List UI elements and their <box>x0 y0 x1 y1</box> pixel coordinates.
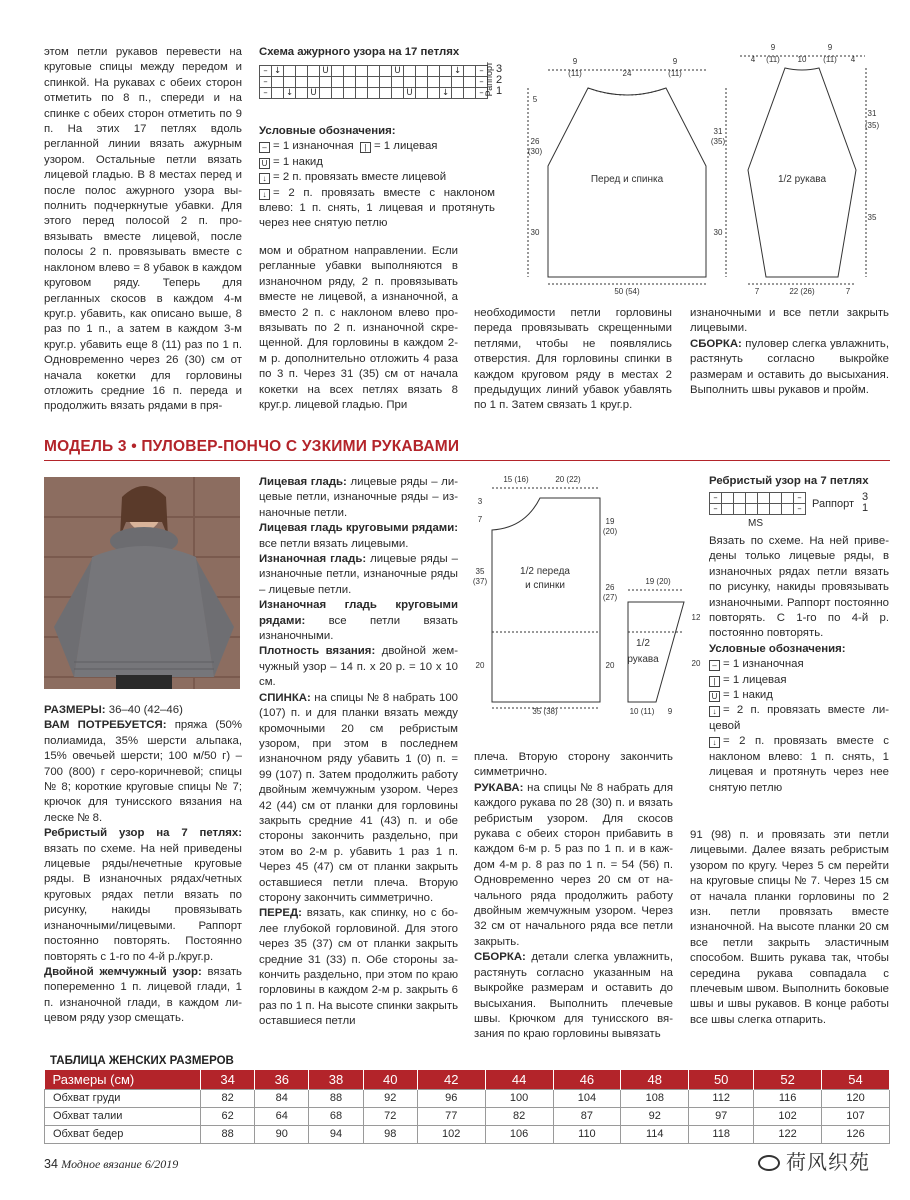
sizes-value: 36–40 (42–46) <box>105 704 183 716</box>
table-cell: 104 <box>553 1089 621 1107</box>
top-col2-text: мом и обратном направлении. Если регланные убавки выполняются в изнаночном ряду, 2 п. провязывать вместе не лицевой, а изнаночной, а вместо 2 п. с наклоном влево провязывать по 2 п. изнаночной скрещенной. Для горловины в каждом 2-м р. дополнительно отложить 4 раза по 3 п. Через 31 (35) см от начала кокетки на всех петлях вязать 8 круг.р. лицевой гладью. При <box>259 245 458 412</box>
d1-mbot: 50 (54) <box>614 287 640 296</box>
d1-m35: (35) <box>710 137 726 146</box>
right-legend-knit: = 1 лицевая <box>723 673 787 686</box>
row-num-2: 2 <box>496 74 503 86</box>
rib-rapport-label: Раппорт <box>812 498 855 510</box>
d2-m4a: 4 <box>750 55 756 64</box>
chart-row-numbers <box>496 64 502 97</box>
front-back-half-outline <box>492 498 600 702</box>
table-cell: 122 <box>754 1125 822 1143</box>
magazine-name: Модное вязание 6/2019 <box>61 1157 179 1171</box>
right-legend-k2tog: = 2 п. провязать вместе лицевой <box>709 704 889 732</box>
right-column-cont <box>690 828 889 1028</box>
page-number: 34 <box>44 1157 58 1171</box>
materials-title: ВАМ ПОТРЕБУЕТСЯ: <box>44 719 167 732</box>
d4-m9: 9 <box>667 707 673 716</box>
table-cell: 102 <box>417 1125 485 1143</box>
table-cell: 116 <box>754 1089 822 1107</box>
table-cell: 94 <box>309 1125 363 1143</box>
d4-label2: рукава <box>627 654 659 665</box>
row-num-3: 3 <box>496 63 503 75</box>
d4-m19: 19 (20) <box>645 577 671 586</box>
header-cell: 46 <box>553 1070 621 1089</box>
top-legend <box>259 124 495 232</box>
model-photo <box>44 477 240 689</box>
back-title: СПИНКА: <box>259 691 311 704</box>
right-legend-yo: = 1 накид <box>723 689 773 702</box>
sleeves-title: РУКАВА: <box>474 781 524 794</box>
d2-m7a: 7 <box>754 287 760 296</box>
left-column <box>44 703 242 1027</box>
top-col3-text: необходимости петли горловины переда провязывать скрещенными петлями, чтобы не появлялись отверстия. Для горловины спинки в каждом круговом ряду в местах 2 предыдущих линий убавок убавлять по 1 п. Затем связать 1 круг.р. <box>474 307 672 412</box>
top-column-2 <box>259 45 495 60</box>
purl-icon-2: – <box>709 660 720 671</box>
knit-icon: | <box>360 142 371 153</box>
d4-m20: 20 <box>691 659 701 668</box>
d1-m24: 24 <box>622 69 632 78</box>
d2-m11a: (11) <box>766 55 780 64</box>
header-cell: 36 <box>255 1070 309 1089</box>
header-cell: 48 <box>621 1070 689 1089</box>
gauge-title: Плотность вязания: <box>259 645 376 658</box>
stockinette-round-title: Лицевая гладь круговыми рядами: <box>259 522 458 535</box>
d3-m26: 26 <box>605 583 615 592</box>
table-row <box>45 1089 890 1107</box>
k2tog-icon: ↓ <box>259 173 270 184</box>
model3-schematics <box>470 470 705 720</box>
openwork-chart: – ↓ U U ↓ – – – – ↓ U U ↓ – <box>259 65 488 99</box>
d2-m10: 10 <box>797 55 807 64</box>
right-column-text <box>709 534 889 796</box>
middle-column-1 <box>259 475 458 1030</box>
d2-m9a: 9 <box>770 43 776 52</box>
d4-label1: 1/2 <box>636 638 650 649</box>
yarn-over-icon-2: U <box>709 691 720 702</box>
d3-m19: 19 <box>605 517 615 526</box>
table-row <box>45 1107 890 1125</box>
size-table-title: ТАБЛИЦА ЖЕНСКИХ РАЗМЕРОВ <box>50 1055 234 1067</box>
d3-m15: 15 (16) <box>503 475 529 484</box>
table-cell: Обхват бедер <box>45 1125 201 1143</box>
reverse-text: лицевые ряды – изнаночные петли, изнаночные ряды – лицевые петли. <box>259 553 458 596</box>
d3-m20: 20 (22) <box>555 475 581 484</box>
table-cell: 87 <box>553 1107 621 1125</box>
top-column-4 <box>690 306 889 398</box>
d3-m20b: (20) <box>602 527 618 536</box>
rib-row-1: 1 <box>862 502 869 514</box>
ssk-icon: ↓ <box>259 189 270 200</box>
d1-m5: 5 <box>532 95 538 104</box>
table-cell: 110 <box>553 1125 621 1143</box>
d1-m11b: (11) <box>668 69 682 78</box>
d3-m20r: 20 <box>605 661 615 670</box>
d3-m37: (37) <box>472 577 488 586</box>
assembly-title-2: СБОРКА: <box>474 951 526 964</box>
shoulder-text: плеча. Вторую сторону закончить симметрично. <box>474 751 673 779</box>
header-cell: 50 <box>689 1070 754 1089</box>
table-cell: 114 <box>621 1125 689 1143</box>
header-cell: 52 <box>754 1070 822 1089</box>
legend-yo: = 1 накид <box>273 155 323 168</box>
header-cell: 34 <box>201 1070 255 1089</box>
top-column-2-cont <box>259 244 458 413</box>
d3-label2: и спинки <box>525 580 565 591</box>
top-column-1 <box>44 45 242 415</box>
d2-mbot: 22 (26) <box>789 287 815 296</box>
rib-chart: – – – – <box>709 492 806 515</box>
rib-description: Вязать по схеме. На ней приведены только лицевые ряды, в изнаночных рядах петли вязать по рисунку, накиды провязывать изнаночными. Раппорт постоянно повторять. С 1-го по 4-й р. постоянно повторять. <box>709 535 889 640</box>
d4-m12: 12 <box>691 613 701 622</box>
table-cell: 108 <box>621 1089 689 1107</box>
watermark <box>758 1146 870 1175</box>
table-cell: 126 <box>822 1125 890 1143</box>
middle-column-2 <box>474 750 673 1043</box>
moss-text: вязать попеременно 1 п. лицевой глади, 1 п. изнаночной глади, в каждом лицевом ряду узор смещать. <box>44 965 242 1025</box>
d2-m11b: (11) <box>823 55 837 64</box>
d1-m9b: 9 <box>672 57 678 66</box>
d2-label: 1/2 рукава <box>777 174 827 185</box>
chart-rapport-label: Раппорт <box>484 62 494 97</box>
d1-m31: 31 <box>713 127 723 136</box>
table-cell: 120 <box>822 1089 890 1107</box>
header-cell: Размеры (см) <box>45 1070 201 1089</box>
ms-label: MS <box>748 518 763 529</box>
moss-title: Двойной жемчужный узор: <box>44 965 202 978</box>
yarn-over-icon: U <box>259 158 270 169</box>
table-cell: 88 <box>309 1089 363 1107</box>
sleeve-outline <box>748 68 856 277</box>
legend-title: Условные обозначения: <box>259 125 396 137</box>
reverse-title: Изнаночная гладь: <box>259 553 367 566</box>
stockinette-round-text: все петли вязать лицевыми. <box>259 537 409 550</box>
table-cell: 82 <box>201 1089 255 1107</box>
d1-m30r: 30 <box>713 228 723 237</box>
row-num-1: 1 <box>496 85 503 97</box>
d3-m3: 3 <box>477 497 483 506</box>
legend-purl: = 1 изнаночная <box>273 140 354 153</box>
materials-text: пряжа (50% полиамида, 35% шерсти альпака, 15% овечьей шерсти; 100 м/50 г) – 700 (800) г серо-коричневой; спицы № 8; короткие круговые спицы № 7; крючок для тунисского вязания на леске № 8. <box>44 719 242 824</box>
header-cell: 54 <box>822 1070 890 1089</box>
d3-m7: 7 <box>477 515 483 524</box>
table-cell: 102 <box>754 1107 822 1125</box>
sleeves-text: на спицы № 8 набрать для каждого рукава по 28 (30) п. и вязать ребристым узором. Для скосов рукава с обеих сторон прибавить в каждом 6-м р. 5 раз по 1 п. и в каждом 4-м р. 8 раз по 1 п. = 54 (56) п. Одновременно через 20 см от начального ряда продолжить работу двойным жемчужным узором. Через 32 см от начального ряда все петли закрыть. <box>474 781 673 948</box>
rib-row-numbers <box>862 492 868 514</box>
header-cell: 44 <box>485 1070 553 1089</box>
header-cell: 38 <box>309 1070 363 1089</box>
rib-title: Ребристый узор на 7 петлях: <box>44 827 242 840</box>
assembly-text-2: детали слегка увлажнить, растянуть согласно указанным на выкройке размерам и оставить до высыхания. Выполнить плечевые швы. Крючком для тунисского вязания по краю горловины вывязать <box>474 951 673 1041</box>
rib-row-3: 3 <box>862 491 869 503</box>
gauge-text: двойной жемчужный узор – 14 п. х 20 р. = 10 х 10 см. <box>259 645 458 689</box>
right-legend-title: Условные обозначения: <box>709 642 846 655</box>
model-photo-illustration <box>44 477 240 689</box>
right-legend-purl: = 1 изнаночная <box>723 658 804 671</box>
d2-m35: 35 <box>867 213 877 222</box>
legend-ssk: = 2 п. провязать вместе с наклоном влево: 1 п. снять, 1 лицевая и протянуть через нее снятую петлю <box>259 186 495 230</box>
page-footer <box>44 1157 178 1172</box>
table-row <box>45 1125 890 1143</box>
table-cell: 112 <box>689 1089 754 1107</box>
table-cell: 68 <box>309 1107 363 1125</box>
d2-m9b: 9 <box>827 43 833 52</box>
d2-m31: 31 <box>867 109 877 118</box>
table-cell: 96 <box>417 1089 485 1107</box>
rib-text: вязать по схеме. На ней приведены лицевые ряды/нечетные круговые ряды. В изнаночных рядах/четных круговых рядах петли вязать по рисунку, накиды провязывать изнаночными/лицевыми. Раппорт постоянно повторять. Постоянно повторять с 1-го по 4-й р./круг.р. <box>44 842 242 963</box>
table-cell: 62 <box>201 1107 255 1125</box>
right-column <box>709 474 889 489</box>
d1-m26: 26 <box>530 137 540 146</box>
d2-m4b: 4 <box>850 55 856 64</box>
purl-icon: – <box>259 142 270 153</box>
table-cell: 92 <box>621 1107 689 1125</box>
top-schematics <box>520 40 890 300</box>
legend-k2tog: = 2 п. провязать вместе лицевой <box>273 171 447 184</box>
d1-label: Перед и спинка <box>590 174 664 185</box>
rib-chart-title: Ребристый узор на 7 петлях <box>709 475 869 487</box>
d2-m35a: (35) <box>864 121 880 130</box>
header-cell: 42 <box>417 1070 485 1089</box>
table-cell: 106 <box>485 1125 553 1143</box>
table-cell: Обхват талии <box>45 1107 201 1125</box>
knit-icon-2: | <box>709 676 720 687</box>
front-text: вязать, как спинку, но с более глубокой горловиной. Для этого через 35 (37) см от планки закрыть средние 31 (33) п. Обе стороны закончить раздельно, при этом по краю горловины в каждом 2-м р. закрыть 6 раз по 1 п. На высоте спинки закрыть оставшиеся петли <box>259 907 458 1028</box>
top-col4-text-b: пуловер слегка увлажнить, растянуть согласно выкройке размерам и оставить до высыхания. Выполнить швы рукавов и пройм. <box>690 337 889 397</box>
table-cell: Обхват груди <box>45 1089 201 1107</box>
top-col4-text-a: изнаночными и все петли закрыть лицевыми. <box>690 307 889 335</box>
watermark-text: 荷风织苑 <box>786 1152 870 1174</box>
d1-m30l: 30 <box>530 228 540 237</box>
table-cell: 118 <box>689 1125 754 1143</box>
legend-knit: = 1 лицевая <box>373 140 438 153</box>
stockinette-title: Лицевая гладь: <box>259 476 347 488</box>
right-legend-ssk: = 2 п. провязать вместе с наклоном влево: 1 п. снять, 1 лицевая и протянуть через нее снятую петлю <box>709 735 889 794</box>
header-cell: 40 <box>363 1070 417 1089</box>
reverse-round-title: Изнаночная гладь круговыми рядами: <box>259 599 458 627</box>
table-cell: 84 <box>255 1089 309 1107</box>
assembly-title: СБОРКА: <box>690 337 742 350</box>
stockinette-text: лицевые ряды – лицевые петли, изнаночные ряды – изнаночные петли. <box>259 476 458 519</box>
d1-m11a: (11) <box>568 69 582 78</box>
front-title: ПЕРЕД: <box>259 907 302 920</box>
top-col1-text: этом петли рукавов перевести на круговые спицы между передом и спинкой. На рукавах с обеих сторон отметить по 8 п., спереди и на спинке с обеих сторон отметить по 9 п. На этих 17 петлях вдоль регланной линии вязать ажурным узором. Остальные петли вязать лицевой гладью. В 8 местах перед и после полос ажурного узора выполнить подчеркнутые убавки. Для этого перед полосой 2 п. провязывать вместе лицевой, после полосы 2 п. провязывать вместе с наклоном влево = 8 убавок в каждом круговом ряду. Теперь для регланных скосов в каждом 4-м круг.р. убавить, как описано выше, 8 раз по 1 п., а затем в каждом 3-м круг.р. убавить еще 8 (11) раз по 1 п. Одновременно через 26 (30) см от начала кокетки для горловины отложить средние 16 п. переда и продолжить вязать рядами в пря- <box>44 46 242 413</box>
table-cell: 82 <box>485 1107 553 1125</box>
finishing-text: 91 (98) п. и провязать эти петли лицевыми. Далее вязать ребристым узором по кругу. Через 5 см перейти на круговые спицы № 7. Через 15 см от начала планки горловины по 2 изн. петли провязать вместе изнаночной. На высоте планки 20 см все петли закрыть эластичным способом. Вшить рукава так, чтобы середина рукава совпадала с плечевым швом. Выполнить боковые швы и швы рукавов. В конце работы все швы слегка отпарить. <box>690 829 889 1026</box>
d1-m30a: (30) <box>527 147 543 156</box>
table-cell: 88 <box>201 1125 255 1143</box>
reverse-round-text: все петли вязать изнаночными. <box>259 614 458 643</box>
size-table-header <box>45 1070 890 1089</box>
size-table <box>44 1070 890 1144</box>
back-text: на спицы № 8 набрать 100 (107) п. и для планки вязать между кромочными 20 см ребристым узором, при этом в последнем изнаночном ряду убавить 1 (0) п. = 99 (107) п. Затем продолжить работу двойным жемчужным узором. Через 42 (44) см от планки для горловины закрыть средние 41 (43) п. и обе стороны закончить раздельно, при этом во 2-м р. убавить 1 раз 1 п. Через 45 (47) см от планки закрыть оставшиеся петли плеча. Вторую сторону закончить симметрично. <box>259 691 458 904</box>
table-cell: 92 <box>363 1089 417 1107</box>
table-cell: 72 <box>363 1107 417 1125</box>
d2-m7b: 7 <box>845 287 851 296</box>
table-cell: 90 <box>255 1125 309 1143</box>
k2tog-icon-2: ↓ <box>709 706 720 717</box>
d1-m9a: 9 <box>572 57 578 66</box>
d4-mbot: 10 (11) <box>629 707 655 716</box>
scheme-title: Схема ажурного узора на 17 петлях <box>259 46 460 58</box>
sizes-title: РАЗМЕРЫ: <box>44 704 106 716</box>
table-cell: 77 <box>417 1107 485 1125</box>
section-title: МОДЕЛЬ 3 • ПУЛОВЕР-ПОНЧО С УЗКИМИ РУКАВАМИ <box>44 438 890 461</box>
table-cell: 64 <box>255 1107 309 1125</box>
table-cell: 98 <box>363 1125 417 1143</box>
table-cell: 107 <box>822 1107 890 1125</box>
d3-m27: (27) <box>602 593 618 602</box>
wechat-icon <box>758 1155 780 1171</box>
ssk-icon-2: ↓ <box>709 737 720 748</box>
d3-label1: 1/2 переда <box>520 566 570 577</box>
d3-m20l: 20 <box>475 661 485 670</box>
d3-m35: 35 <box>475 567 485 576</box>
table-cell: 97 <box>689 1107 754 1125</box>
sleeve-half-outline <box>628 602 684 702</box>
top-column-3 <box>474 306 672 414</box>
table-cell: 100 <box>485 1089 553 1107</box>
d3-mbot: 35 (38) <box>532 707 558 716</box>
